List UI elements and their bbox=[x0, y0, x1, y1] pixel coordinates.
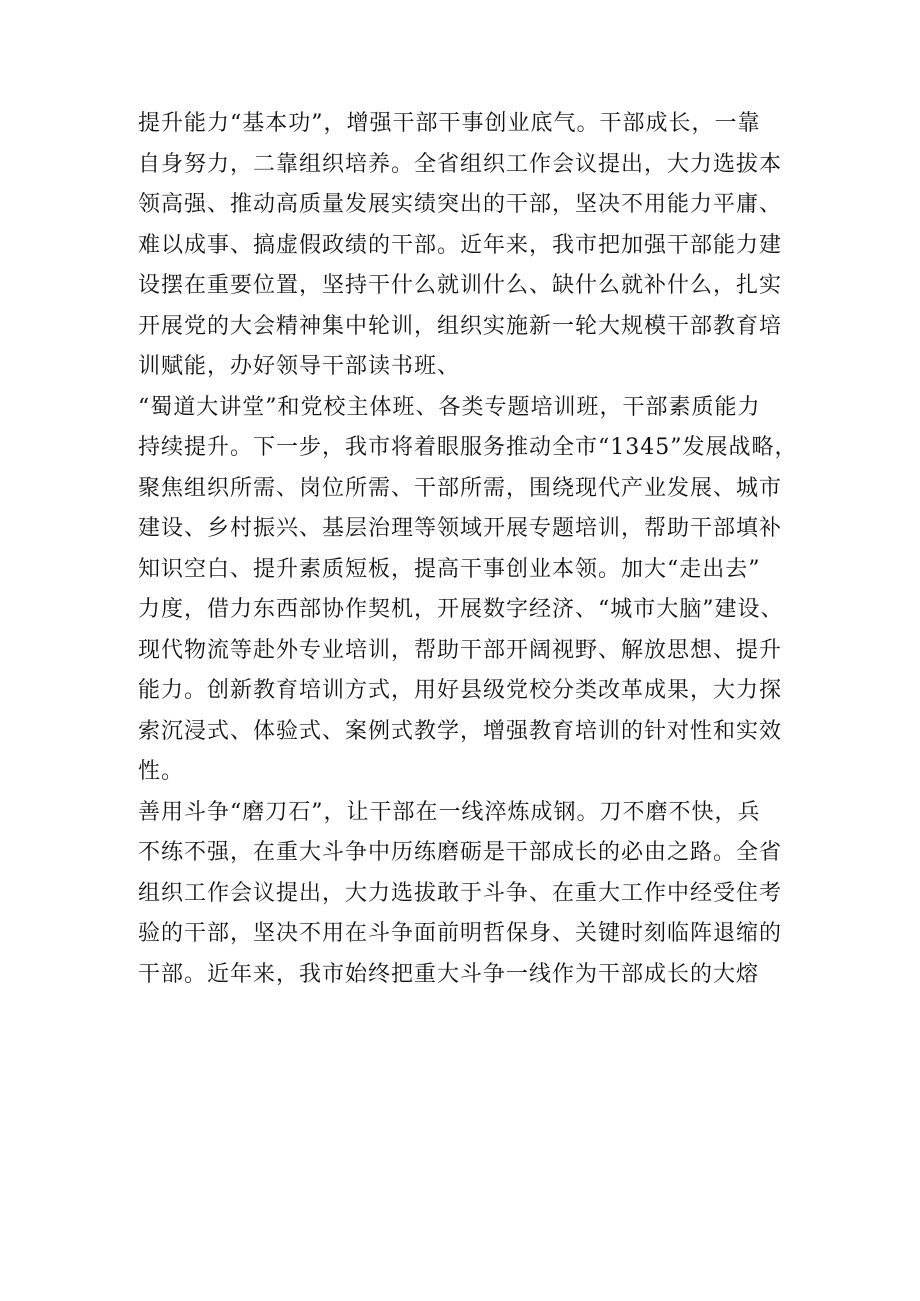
text-line: 知识空白、提升素质短板，提高干事创业本领。加大“走出去” bbox=[138, 556, 761, 582]
text-line: 难以成事、搞虚假政绩的干部。近年来，我市把加强干部能力建 bbox=[138, 232, 783, 258]
paragraph-1 bbox=[138, 104, 798, 793]
text-line: 现代物流等赴外专业培训，帮助干部开阔视野、解放思想、提升 bbox=[138, 637, 783, 663]
text-line: 索沉浸式、体验式、案例式教学，增强教育培训的针对性和实效 bbox=[138, 718, 783, 744]
document-body bbox=[138, 104, 798, 995]
text-line: “蜀道大讲堂”和党校主体班、各类专题培训班，干部素质能力 bbox=[138, 394, 761, 420]
paragraph-2 bbox=[138, 793, 798, 996]
text-line: 自身努力，二靠组织培养。全省组织工作会议提出，大力选拔本 bbox=[138, 151, 783, 177]
text-line: 善用斗争“磨刀石”，让干部在一线淬炼成钢。刀不磨不快，兵 bbox=[138, 799, 761, 825]
text-line: 聚焦组织所需、岗位所需、干部所需，围绕现代产业发展、城市 bbox=[138, 475, 783, 501]
text-line: 组织工作会议提出，大力选拔敢于斗争、在重大工作中经受住考 bbox=[138, 880, 783, 906]
text-line: 开展党的大会精神集中轮训，组织实施新一轮大规模干部教育培 bbox=[138, 313, 783, 339]
text-line: 验的干部，坚决不用在斗争面前明哲保身、关键时刻临阵退缩的 bbox=[138, 921, 783, 946]
text-line: 干部。近年来，我市始终把重大斗争一线作为干部成长的大熔 bbox=[138, 961, 760, 987]
text-line: 领高强、推动高质量发展实绩突出的干部，坚决不用能力平庸、 bbox=[138, 192, 783, 217]
text-line: 性。 bbox=[138, 759, 185, 784]
text-line: 力度，借力东西部协作契机，开展数字经济、“城市大脑”建设、 bbox=[138, 597, 784, 622]
text-line: 持续提升。下一步，我市将着眼服务推动全市“1345”发展战略， bbox=[138, 435, 798, 460]
text-line: 训赋能，办好领导干部读书班、 bbox=[138, 354, 461, 379]
text-line: 提升能力“基本功”，增强干部干事创业底气。干部成长，一靠 bbox=[138, 111, 761, 136]
text-line: 不练不强，在重大斗争中历练磨砺是干部成长的必由之路。全省 bbox=[138, 840, 783, 865]
text-line: 设摆在重要位置，坚持干什么就训什么、缺什么就补什么，扎实 bbox=[138, 273, 783, 298]
text-line: 能力。创新教育培训方式，用好县级党校分类改革成果，大力探 bbox=[138, 678, 783, 703]
text-line: 建设、乡村振兴、基层治理等领域开展专题培训，帮助干部填补 bbox=[138, 516, 783, 541]
